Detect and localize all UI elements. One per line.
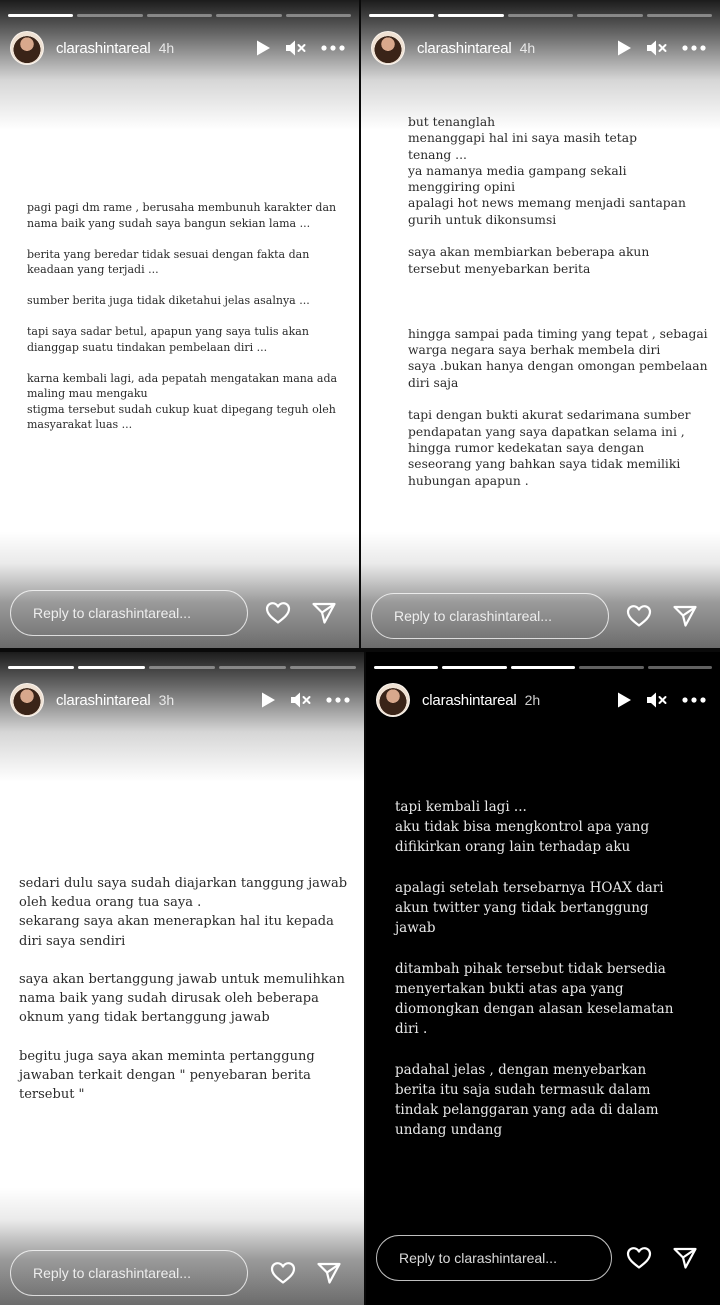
story-panel-4 (366, 652, 720, 1305)
progress-segment (8, 14, 73, 17)
heart-icon[interactable] (270, 1261, 296, 1285)
reply-input[interactable]: Reply to clarashintareal... (376, 1235, 612, 1281)
progress-segment (286, 14, 351, 17)
paper-plane-icon[interactable] (316, 1261, 342, 1285)
story-footer (376, 1233, 710, 1283)
progress-segment (219, 666, 285, 669)
heart-icon[interactable] (626, 604, 652, 628)
progress-segment (508, 14, 573, 17)
story-progress-bars (374, 666, 712, 669)
progress-segment (77, 14, 142, 17)
progress-segment (8, 666, 74, 669)
heart-icon[interactable] (265, 601, 291, 625)
paper-plane-icon[interactable] (672, 604, 698, 628)
progress-segment (374, 666, 438, 669)
post-time: 4h (519, 40, 536, 56)
username[interactable]: clarashintareal (417, 39, 512, 57)
heart-icon[interactable] (626, 1246, 652, 1270)
story-footer (10, 588, 349, 638)
paper-plane-icon[interactable] (311, 601, 337, 625)
story-text: but tenanglah menanggapi hal ini saya masih tetap tenang ... ya namanya media gampang sekali menggiring opini apalagi hot news memang menjadi santapan gurih untuk dikonsumsi saya akan membiarkan beberapa akun tersebut menyebarkan berita hingga sampai pada timing yang tepat , sebagai warga negara saya berhak membela diri saya .bukan hanya dengan omongan pembelaan diri saja tapi dengan bukti akurat sedarimana sumber pendapatan yang saya dapatkan selama ini , hingga rumor kedekatan saya dengan seseorang yang bahkan saya tidak memiliki hubungan apapun . (408, 115, 708, 488)
play-icon[interactable] (255, 39, 271, 57)
story-header (10, 681, 354, 719)
story-text: sedari dulu saya sudah diajarkan tanggung jawab oleh kedua orang tua saya . sekarang saya akan menerapkan hal itu kepada diri saya sendiri saya akan bertanggung jawab untuk memulihkan nama baik yang sudah dirusak oleh beberapa oknum yang tidak bertanggung jawab begitu juga saya akan meminta pertanggung jawaban terkait dengan " penyebaran berita tersebut " (19, 876, 348, 1103)
progress-segment (579, 666, 643, 669)
progress-segment (149, 666, 215, 669)
username[interactable]: clarashintareal (422, 691, 517, 709)
progress-segment (442, 666, 506, 669)
story-panel-1 (0, 0, 359, 648)
reply-input[interactable]: Reply to clarashintareal... (10, 590, 248, 636)
username[interactable]: clarashintareal (56, 691, 151, 709)
more-horizontal-icon[interactable] (326, 697, 350, 703)
avatar[interactable] (10, 31, 44, 65)
story-progress-bars (369, 14, 712, 17)
progress-segment (290, 666, 356, 669)
play-icon[interactable] (616, 39, 632, 57)
more-horizontal-icon[interactable] (321, 45, 345, 51)
reply-input[interactable]: Reply to clarashintareal... (10, 1250, 248, 1296)
play-icon[interactable] (260, 691, 276, 709)
story-panel-2 (361, 0, 720, 648)
paper-plane-icon[interactable] (672, 1246, 698, 1270)
username[interactable]: clarashintareal (56, 39, 151, 57)
progress-segment (369, 14, 434, 17)
story-header (371, 29, 710, 67)
post-time: 3h (158, 692, 175, 708)
progress-segment (438, 14, 503, 17)
avatar[interactable] (371, 31, 405, 65)
more-horizontal-icon[interactable] (682, 697, 706, 703)
story-text: tapi kembali lagi ... aku tidak bisa mengkontrol apa yang difikirkan orang lain terhadap aku apalagi setelah tersebarnya HOAX dari akun twitter yang tidak bertanggung jawab ditambah pihak tersebut tidak bersedia menyertakan bukti atas apa yang diomongkan dengan alasan keselamatan diri . padahal jelas , dengan menyebarkan berita itu saja sudah termasuk dalam tindak pelanggaran yang ada di dalam undang undang (395, 799, 674, 1139)
avatar[interactable] (376, 683, 410, 717)
story-footer (371, 591, 710, 641)
post-time: 4h (158, 40, 175, 56)
speaker-muted-icon[interactable] (285, 39, 307, 57)
story-panel-3 (0, 652, 364, 1305)
progress-segment (648, 666, 712, 669)
avatar[interactable] (10, 683, 44, 717)
progress-segment (216, 14, 281, 17)
progress-segment (78, 666, 144, 669)
more-horizontal-icon[interactable] (682, 45, 706, 51)
story-progress-bars (8, 14, 351, 17)
speaker-muted-icon[interactable] (646, 39, 668, 57)
progress-segment (511, 666, 575, 669)
story-footer (10, 1248, 354, 1298)
speaker-muted-icon[interactable] (290, 691, 312, 709)
story-progress-bars (8, 666, 356, 669)
story-header (10, 29, 349, 67)
speaker-muted-icon[interactable] (646, 691, 668, 709)
progress-segment (647, 14, 712, 17)
post-time: 2h (524, 692, 541, 708)
progress-segment (147, 14, 212, 17)
progress-segment (577, 14, 642, 17)
reply-input[interactable]: Reply to clarashintareal... (371, 593, 609, 639)
play-icon[interactable] (616, 691, 632, 709)
story-text: pagi pagi dm rame , berusaha membunuh karakter dan nama baik yang sudah saya bangun sekian lama ... berita yang beredar tidak sesuai dengan fakta dan keadaan yang terjadi ... sumber berita juga tidak diketahui jelas asalnya ... tapi saya sadar betul, apapun yang saya tulis akan dianggap suatu tindakan pembelaan diri ... karna kembali lagi, ada pepatah mengatakan mana ada maling mau mengaku stigma tersebut sudah cukup kuat dipegang teguh oleh masyarakat luas ... (27, 201, 338, 431)
story-header (376, 681, 710, 719)
